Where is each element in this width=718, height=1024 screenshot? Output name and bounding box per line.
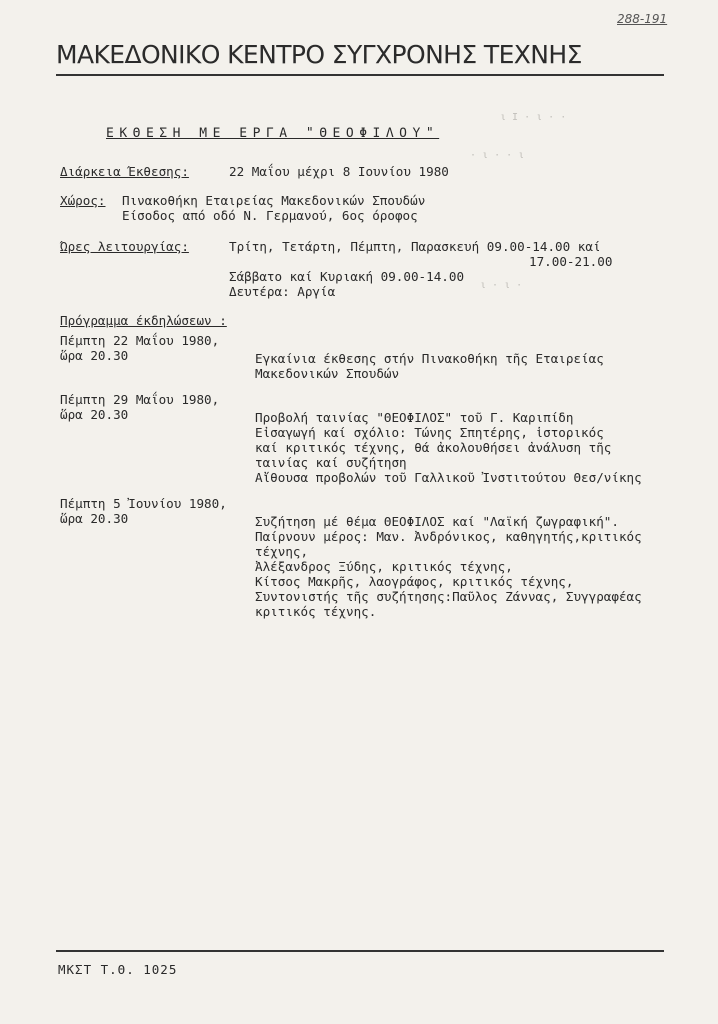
duration-row — [60, 164, 189, 179]
event-line: Ἀλέξανδρος Ξύδης, κριτικός τέχνης, — [255, 559, 513, 574]
event-line: καί κριτικός τέχνης, θά ἀκολουθήσει ἀνάλυση τῆς — [255, 440, 612, 455]
event-line: κριτικός τέχνης. — [255, 604, 377, 619]
duration-value: 22 Μαΐου μέχρι 8 Ιουνίου 1980 — [229, 164, 449, 179]
hours-line: 17.00-21.00 — [529, 254, 613, 269]
archive-number: 288-191 — [617, 12, 668, 26]
duration-label: Διάρκεια Έκθεσης: — [60, 164, 189, 179]
event-date: Πέμπτη 29 Μαΐου 1980, — [60, 392, 220, 407]
event-time: ὥρα 20.30 — [60, 348, 129, 363]
event-time: ὥρα 20.30 — [60, 511, 129, 526]
event-line: Συντονιστής τῆς συζήτησης:Παῦλος Ζάννας, Συγγραφέας — [255, 589, 642, 604]
header-rule — [56, 74, 664, 76]
event-line: τέχνης, — [255, 544, 309, 559]
event-line: Εἰσαγωγή καί σχόλιο: Τώνης Σπητέρης, ἱστορικός — [255, 425, 604, 440]
event-line: Αἴθουσα προβολών τοῦ Γαλλικοῦ Ἰνστιτούτου Θεσ/νίκης — [255, 470, 642, 485]
venue-label: Χώρος: — [60, 193, 106, 208]
venue-row — [60, 193, 106, 208]
event-line: ταινίας καί συζήτηση — [255, 455, 407, 470]
event-line: Συζήτηση μέ θέμα ΘΕΟΦΙΛΟΣ καί "Λαϊκή ζωγραφική". — [255, 514, 619, 529]
venue-line: Είσοδος από οδό Ν. Γερμανού, 6ος όροφος — [122, 208, 418, 223]
exhibition-title: ΕΚΘΕΣΗ ΜΕ ΕΡΓΑ "ΘΕΟΦΙΛΟΥ" — [106, 126, 440, 141]
organization-header: ΜΑΚΕΔΟΝΙΚΟ ΚΕΝΤΡΟ ΣΥΓΧΡΟΝΗΣ ΤΕΧΝΗΣ — [56, 40, 582, 69]
hours-line: Τρίτη, Τετάρτη, Πέμπτη, Παρασκευή 09.00-14.00 καί — [229, 239, 601, 254]
event-line: Εγκαίνια έκθεσης στήν Πινακοθήκη τῆς Εταιρείας — [255, 351, 604, 366]
event-line: Κίτσος Μακρῆς, λαογράφος, κριτικός τέχνης, — [255, 574, 574, 589]
footer-rule — [56, 950, 664, 952]
event-line: Προβολή ταινίας "ΘΕΟΦΙΛΟΣ" τοῦ Γ. Καριπίδη — [255, 410, 574, 425]
venue-line: Πινακοθήκη Εταιρείας Μακεδονικών Σπουδών — [122, 193, 426, 208]
hours-row — [60, 239, 189, 254]
event-date: Πέμπτη 22 Μαΐου 1980, — [60, 333, 220, 348]
bleed-through-mark: ι Ι · ι · · — [500, 112, 567, 123]
hours-label: Ώρες λειτουργίας: — [60, 239, 189, 254]
event-date: Πέμπτη 5 Ἰουνίου 1980, — [60, 496, 227, 511]
hours-line: Σάββατο καί Κυριακή 09.00-14.00 — [229, 269, 465, 284]
event-line: Μακεδονικών Σπουδών — [255, 366, 400, 381]
hours-line: Δευτέρα: Αργία — [229, 284, 336, 299]
program-label: Πρόγραμμα έκδηλώσεων : — [60, 313, 227, 328]
event-time: ὥρα 20.30 — [60, 407, 129, 422]
event-line: Παίρνουν μέρος: Μαν. Ἀνδρόνικος, καθηγητής,κριτικός — [255, 529, 642, 544]
footer-reference: ΜΚΣΤ Τ.Θ. 1025 — [58, 962, 178, 977]
bleed-through-mark: · ι · · ι — [470, 150, 525, 161]
bleed-through-mark: ι · ι · — [480, 280, 523, 291]
